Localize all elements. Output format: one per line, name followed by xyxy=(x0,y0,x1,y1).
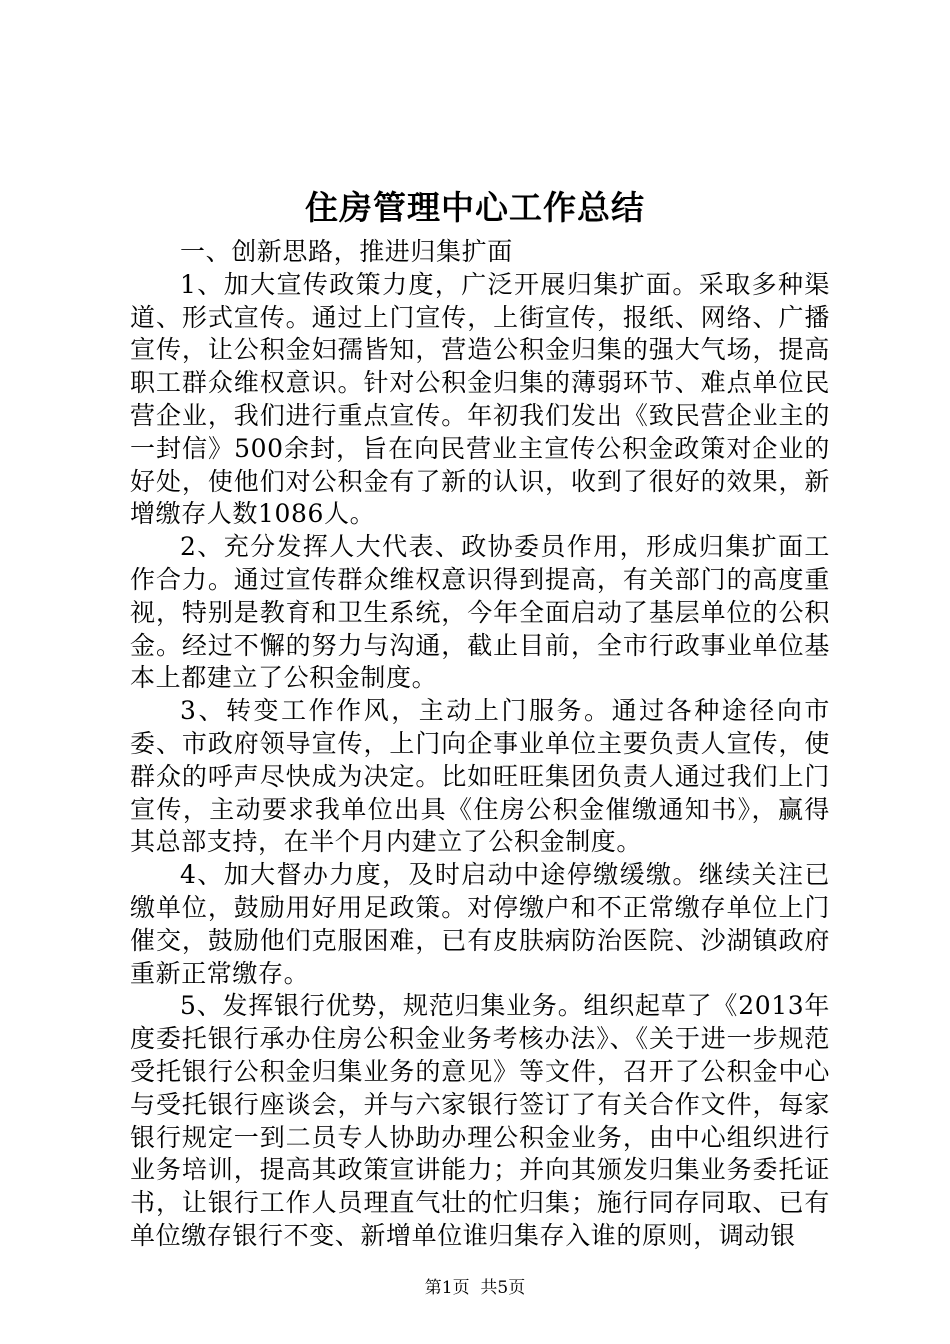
paragraph-4: 4、加大督办力度，及时启动中途停缴缓缴。继续关注已缴单位，鼓励用好用足政策。对停缴户和不正常缴存单位上门催交，鼓励他们克服困难，已有皮肤病防治医院、沙湖镇政府重新正常缴存。 xyxy=(130,860,830,988)
paragraph-3: 3、转变工作作风，主动上门服务。通过各种途径向市委、市政府领导宣传，上门向企事业单位主要负责人宣传，使群众的呼声尽快成为决定。比如旺旺集团负责人通过我们上门宣传，主动要求我单位出具《住房公积金催缴通知书》，赢得其总部支持，在半个月内建立了公积金制度。 xyxy=(130,696,830,857)
paragraph-5: 5、发挥银行优势，规范归集业务。组织起草了《2013年度委托银行承办住房公积金业务考核办法》、《关于进一步规范受托银行公积金归集业务的意见》等文件，召开了公积金中心与受托银行座谈会，并与六家银行签订了有关合作文件，每家银行规定一到二员专人协助办理公积金业务，由中心组织进行业务培训，提高其政策宣讲能力；并向其颁发归集业务委托证书，让银行工作人员理直气壮的忙归集；施行同存同取、已有单位缴存银行不变、新增单位谁归集存入谁的原则，调动银 xyxy=(130,991,830,1250)
paragraph-2: 2、充分发挥人大代表、政协委员作用，形成归集扩面工作合力。通过宣传群众维权意识得到提高，有关部门的高度重视，特别是教育和卫生系统，今年全面启动了基层单位的公积金。经过不懈的努力与沟通，截止目前，全市行政事业单位基本上都建立了公积金制度。 xyxy=(130,532,830,693)
document-title: 住房管理中心工作总结 xyxy=(305,188,645,227)
page-number-footer: 第1页 共5页 xyxy=(424,1278,526,1298)
paragraph-1: 1、加大宣传政策力度，广泛开展归集扩面。采取多种渠道、形式宣传。通过上门宣传，上街宣传，报纸、网络、广播宣传，让公积金妇孺皆知，营造公积金归集的强大气场，提高职工群众维权意识。针对公积金归集的薄弱环节、难点单位民营企业，我们进行重点宣传。年初我们发出《致民营企业主的一封信》500余封，旨在向民营业主宣传公积金政策对企业的好处，使他们对公积金有了新的认识，收到了很好的效果，新增缴存人数1086人。 xyxy=(130,269,830,529)
section-heading: 一、创新思路，推进归集扩面 xyxy=(180,237,513,266)
document-body xyxy=(130,236,830,1253)
